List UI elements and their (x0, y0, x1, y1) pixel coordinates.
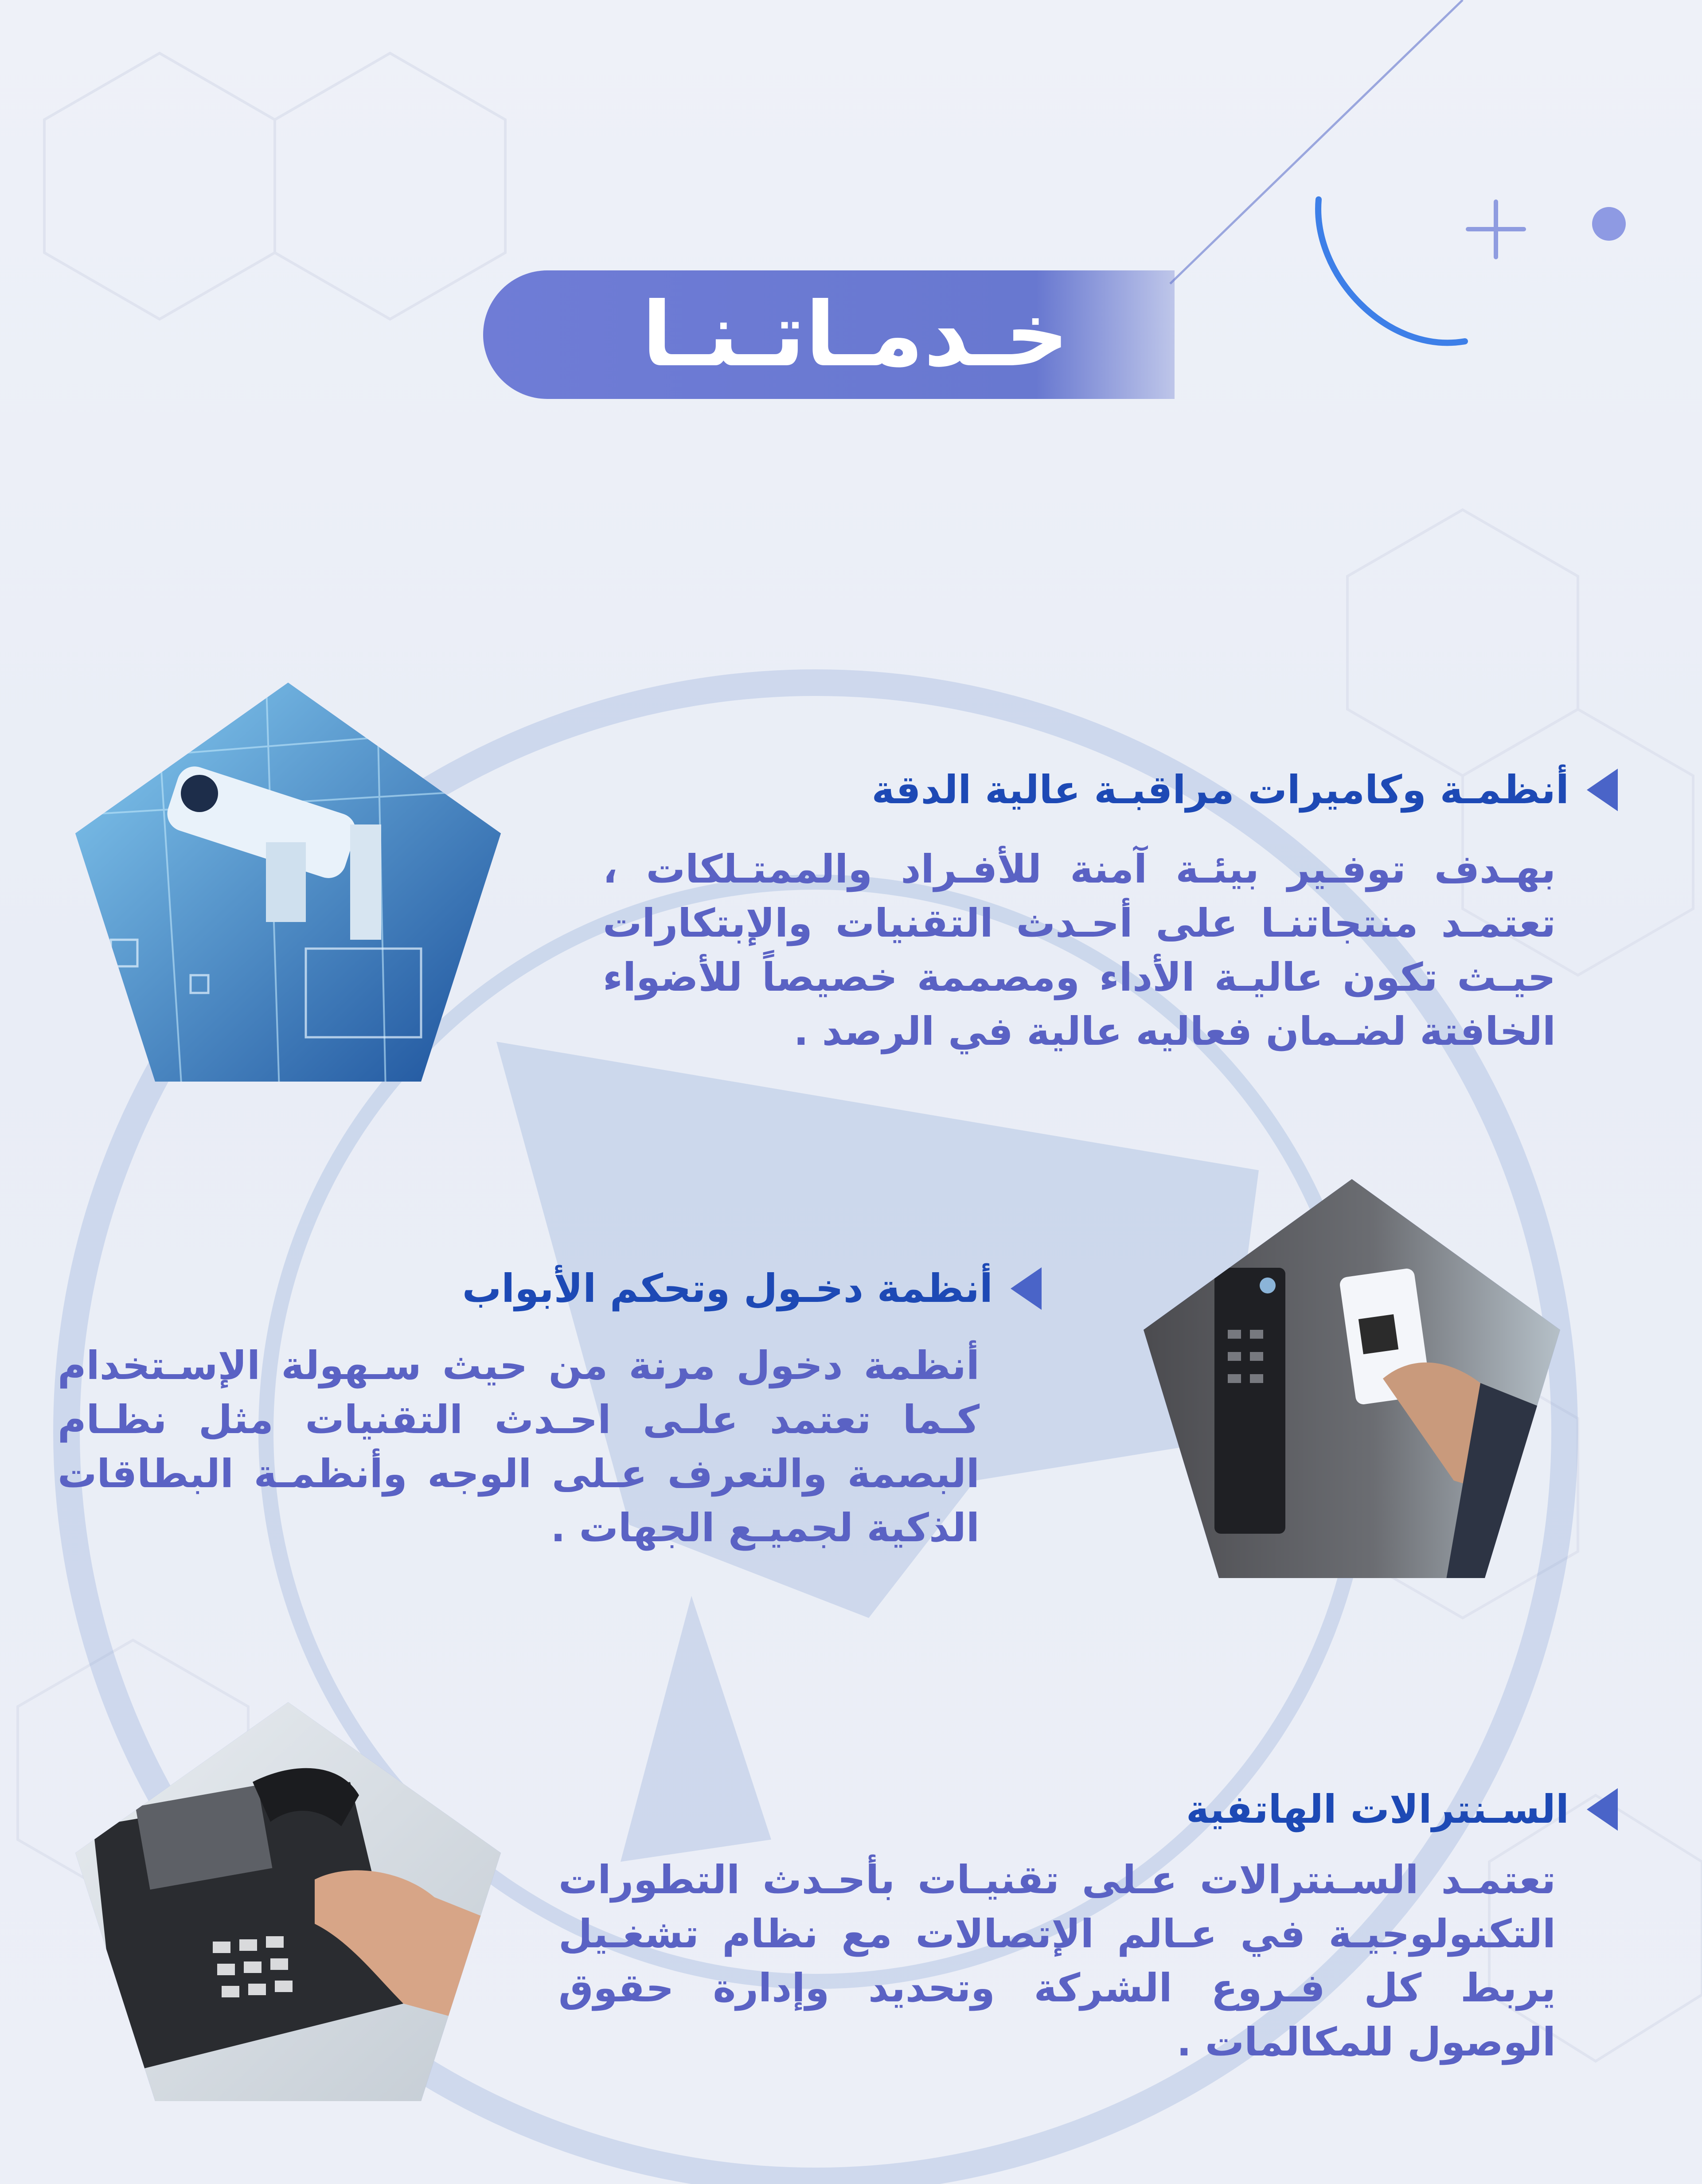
page-title: خـدمـاتـنـا (642, 283, 1069, 387)
triangle-bullet-icon (1587, 769, 1618, 811)
service-description-door-access: أنظمة دخول مرنة من حيث سـهولة الإسـتخدام كـما تعتمد علـى احـدث التقنيات مثل نظـام البصمة والتعرف عـلى الوجه وأنظمـة البطاقات الذكية لجميـع الجهات . (58, 1343, 980, 1551)
service-heading-1 (872, 767, 1618, 813)
service-body-2 (58, 1339, 980, 1555)
service-title-telephone: السـنترالات الهاتفية (1186, 1786, 1569, 1832)
door-access-keypad-icon (1135, 1170, 1569, 1587)
desk-telephone-icon (66, 1693, 510, 2110)
service-description-surveillance: بهـدف توفـير بيئـة آمنة للأفـراد والممتـلكات ، تعتمـد منتجاتنـا على أحـدث التقنيات والإبتكارات حيـث تكون عاليـة الأداء ومصممة خصيصاً للأضواء الخافتة لضـمان فعاليه عالية في الرصد . (603, 846, 1556, 1054)
service-title-door-access: أنظمة دخـول وتحكم الأبواب (462, 1266, 993, 1311)
service-description-telephone: تعتمـد السـنترالات عـلى تقنيـات بأحـدث التطورات التكنولوجيـة في عـالم الإتصالات مع نظام تشغـيل يربط كل فـروع الشركة وتحديد وإدارة حقوق الوصول للمكالمات . (558, 1857, 1556, 2065)
service-body-1 (603, 842, 1556, 1059)
service-title-surveillance: أنظمـة وكاميرات مراقبـة عالية الدقة (871, 767, 1569, 813)
triangle-bullet-icon (1587, 1788, 1618, 1831)
service-body-3 (558, 1853, 1556, 2069)
door-access-image (1135, 1170, 1569, 1587)
surveillance-image (66, 674, 510, 1090)
telephone-image (66, 1693, 510, 2110)
title-banner (483, 270, 1175, 399)
triangle-bullet-icon (1011, 1267, 1042, 1310)
surveillance-camera-icon (66, 674, 510, 1090)
service-heading-3 (1186, 1786, 1618, 1832)
service-heading-2 (462, 1266, 1042, 1311)
